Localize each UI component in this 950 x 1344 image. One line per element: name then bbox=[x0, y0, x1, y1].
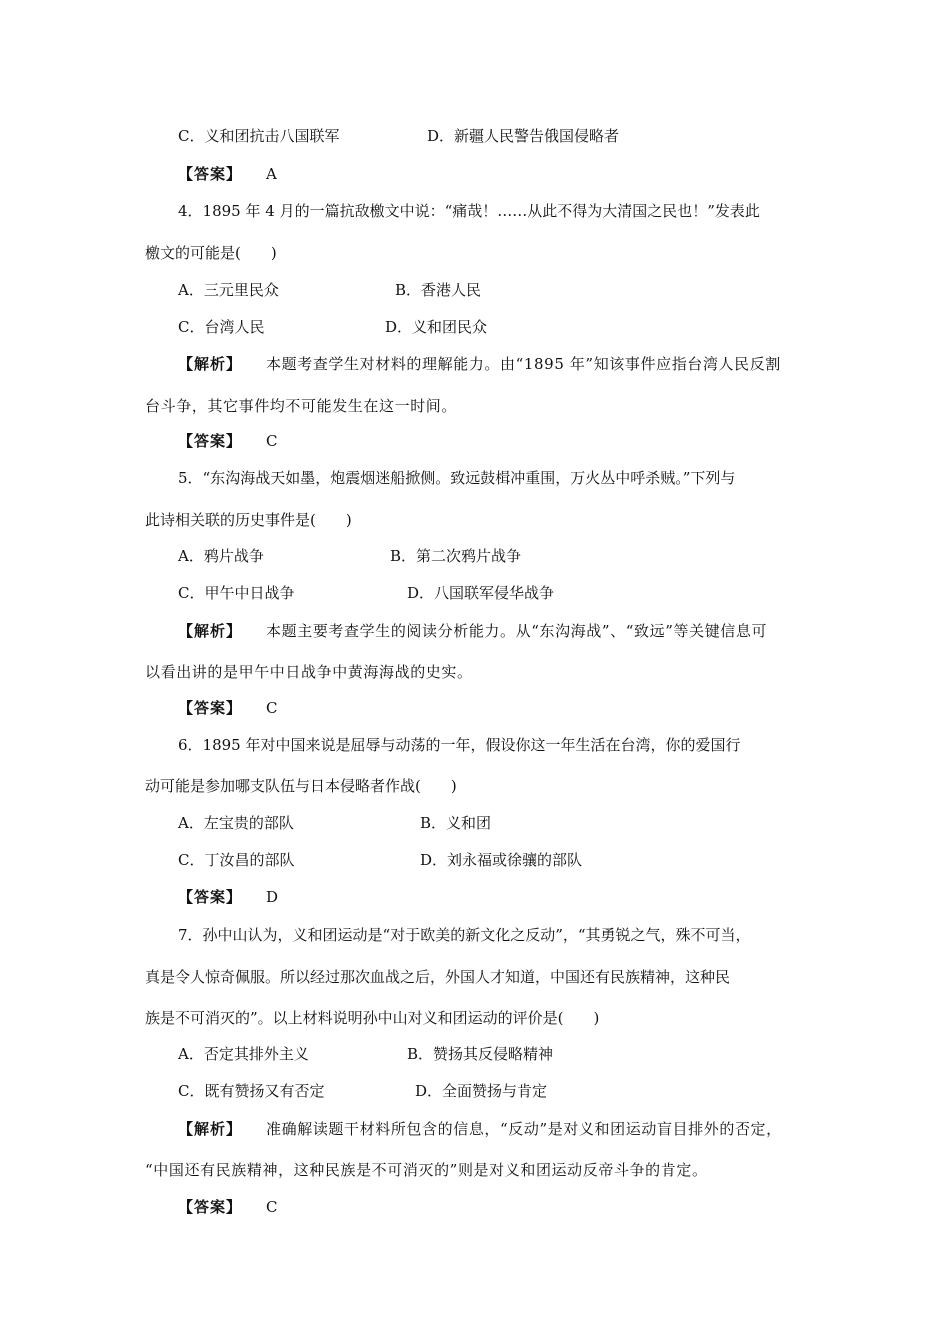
answer-tag: 【答案】 bbox=[178, 888, 243, 906]
q5-analysis-line1 bbox=[178, 621, 767, 641]
answer-value: C bbox=[266, 432, 278, 450]
q3-option-c: C．义和团抗击八国联军 bbox=[178, 127, 340, 145]
q4-option-d: D．义和团民众 bbox=[385, 318, 488, 336]
analysis-text: 本题考查学生对材料的理解能力。由“1895 年”知该事件应指台湾人民反割 bbox=[266, 355, 781, 373]
q5-option-a: A．鸦片战争 bbox=[178, 547, 264, 565]
q6-option-c: C．丁汝昌的部队 bbox=[178, 851, 295, 869]
q7-option-a: A．否定其排外主义 bbox=[178, 1045, 309, 1063]
q6-option-a: A．左宝贵的部队 bbox=[178, 814, 294, 832]
q4-analysis-line1 bbox=[178, 354, 781, 374]
q3-option-d: D．新疆人民警告俄国侵略者 bbox=[427, 127, 620, 145]
q4-option-a: A．三元里民众 bbox=[178, 281, 279, 299]
analysis-tag: 【解析】 bbox=[178, 622, 243, 640]
q7-option-b: B．赞扬其反侵略精神 bbox=[407, 1045, 554, 1063]
q5-option-c: C．甲午中日战争 bbox=[178, 584, 295, 602]
q7-analysis-line1 bbox=[178, 1119, 782, 1139]
q7-option-d: D．全面赞扬与肯定 bbox=[415, 1082, 548, 1100]
q6-stem-line2: 动可能是参加哪支队伍与日本侵略者作战( ) bbox=[145, 777, 457, 795]
q5-option-b: B．第二次鸦片战争 bbox=[390, 547, 522, 565]
analysis-text: 准确解读题干材料所包含的信息，“反动”是对义和团运动盲目排外的否定， bbox=[266, 1120, 782, 1138]
q6-answer bbox=[178, 887, 278, 907]
q5-analysis-line2: 以看出讲的是甲午中日战争中黄海海战的史实。 bbox=[145, 663, 473, 681]
q7-option-c: C．既有赞扬又有否定 bbox=[178, 1082, 325, 1100]
answer-value: D bbox=[266, 888, 279, 906]
q4-option-c: C．台湾人民 bbox=[178, 318, 265, 336]
analysis-tag: 【解析】 bbox=[178, 355, 243, 373]
q7-stem-line2: 真是令人惊奇佩服。所以经过那次血战之后，外国人才知道，中国还有民族精神，这种民 bbox=[145, 968, 731, 986]
answer-tag: 【答案】 bbox=[178, 1198, 243, 1216]
answer-tag: 【答案】 bbox=[178, 699, 243, 717]
q6-option-d: D．刘永福或徐骧的部队 bbox=[420, 851, 583, 869]
q7-stem-line3: 族是不可消灭的”。以上材料说明孙中山对义和团运动的评价是( ) bbox=[145, 1009, 600, 1027]
q6-stem-line1: 6．1895 年对中国来说是屈辱与动荡的一年，假设你这一年生活在台湾，你的爱国行 bbox=[178, 736, 741, 754]
q7-analysis-line2: “中国还有民族精神，这种民族是不可消灭的”则是对义和团运动反帝斗争的肯定。 bbox=[145, 1161, 708, 1179]
answer-value: C bbox=[266, 699, 278, 717]
q3-answer bbox=[178, 164, 277, 184]
q6-option-b: B．义和团 bbox=[420, 814, 492, 832]
q5-stem-line2: 此诗相关联的历史事件是( ) bbox=[145, 511, 352, 529]
answer-tag: 【答案】 bbox=[178, 165, 243, 183]
q5-stem-line1: 5．“东沟海战天如墨，炮震烟迷船掀侧。致远鼓楫冲重围，万火丛中呼杀贼。”下列与 bbox=[178, 469, 736, 487]
answer-tag: 【答案】 bbox=[178, 432, 243, 450]
q7-answer bbox=[178, 1197, 278, 1217]
q5-answer bbox=[178, 698, 278, 718]
q4-option-b: B．香港人民 bbox=[395, 281, 482, 299]
q4-stem-line1: 4．1895 年 4 月的一篇抗敌檄文中说：“痛哉！……从此不得为大清国之民也！”发表此 bbox=[178, 202, 760, 220]
analysis-text: 本题主要考查学生的阅读分析能力。从“东沟海战”、“致远”等关键信息可 bbox=[266, 622, 768, 640]
answer-value: A bbox=[266, 165, 277, 183]
q5-option-d: D．八国联军侵华战争 bbox=[407, 584, 555, 602]
answer-value: C bbox=[266, 1198, 278, 1216]
q7-stem-line1: 7．孙中山认为，义和团运动是“对于欧美的新文化之反动”，“其勇锐之气，殊不可当， bbox=[178, 926, 751, 944]
q4-answer bbox=[178, 431, 278, 451]
analysis-tag: 【解析】 bbox=[178, 1120, 243, 1138]
q4-analysis-line2: 台斗争，其它事件均不可能发生在这一时间。 bbox=[145, 397, 458, 415]
q4-stem-line2: 檄文的可能是( ) bbox=[145, 244, 277, 262]
